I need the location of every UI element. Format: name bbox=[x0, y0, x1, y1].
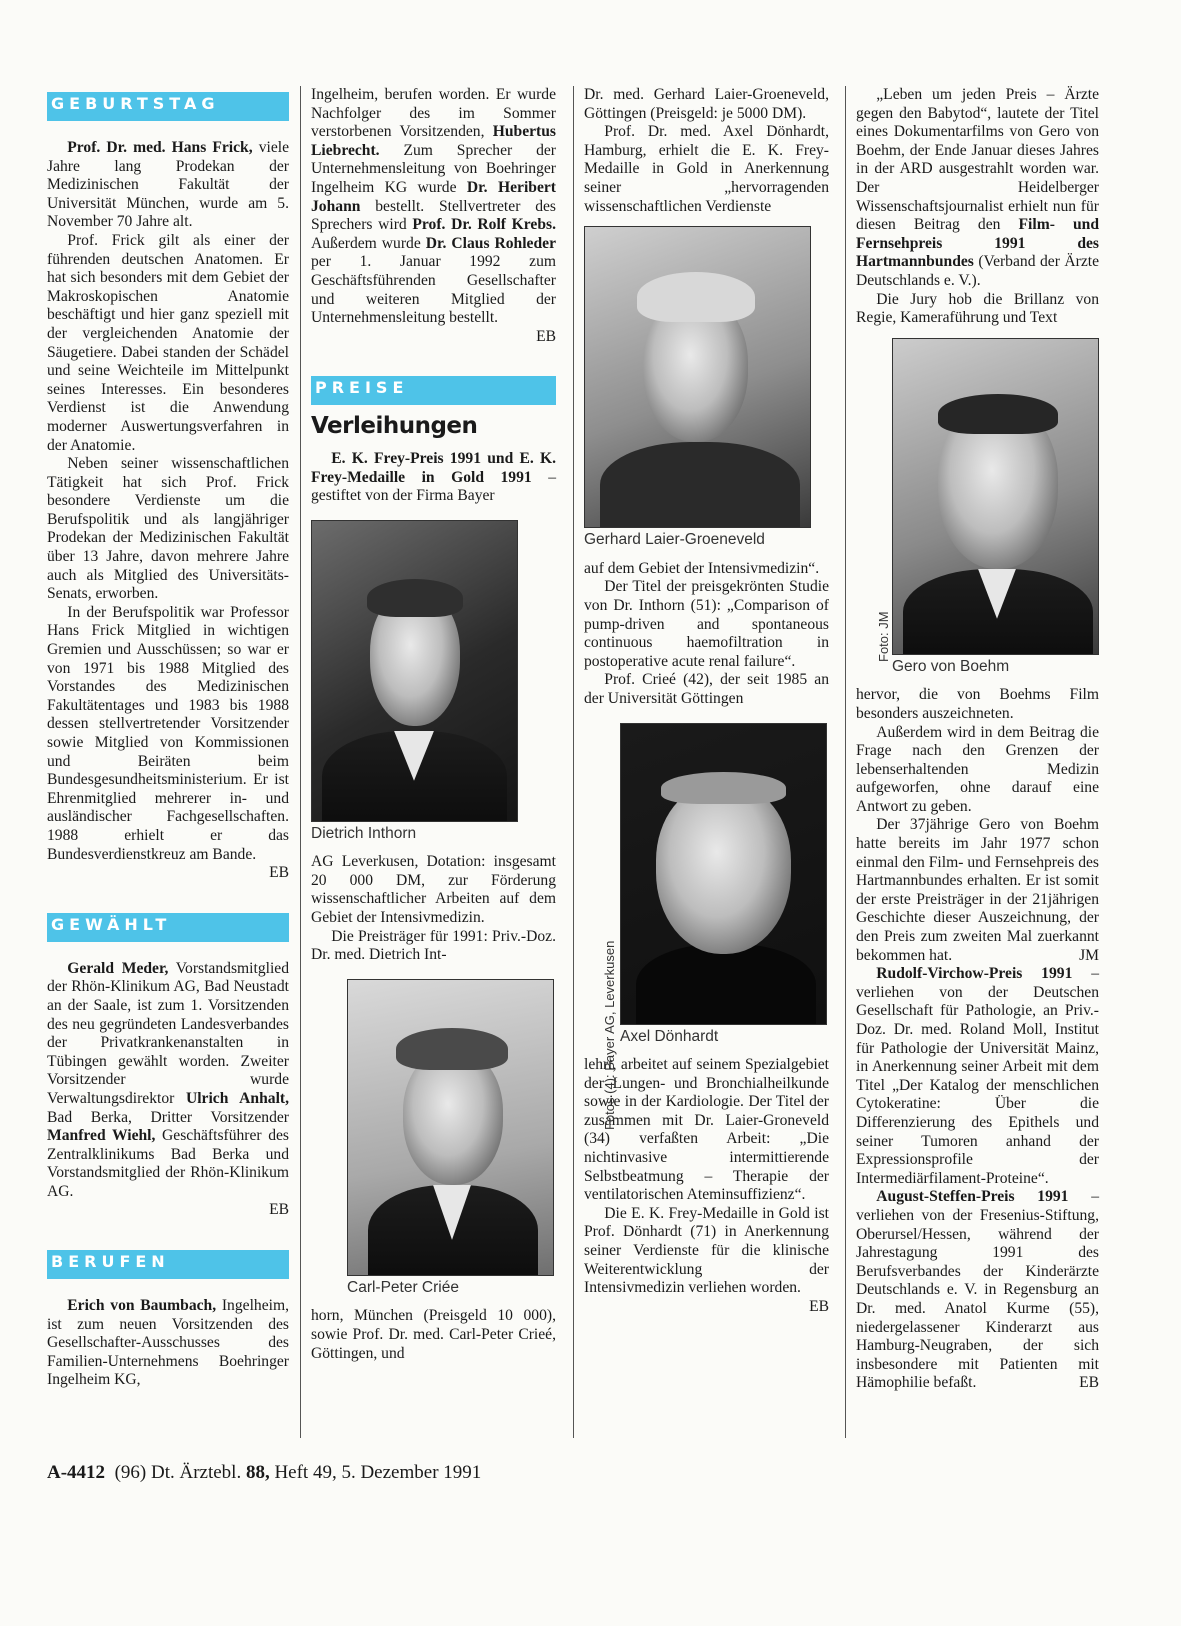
person-name: Dr. Claus Rohleder bbox=[425, 234, 556, 252]
laier-paragraph-2: Prof. Dr. med. Axel Dönhardt, Hamburg, erhielt die E. K. Frey-Medaille in Gold in Anerkennung seiner „hervorragenden wissenschaftlichen Verdienste bbox=[584, 123, 829, 215]
award-title: Film- und Fernsehpreis 1991 des Hartmannbundes bbox=[856, 216, 1099, 271]
column-2 bbox=[311, 86, 556, 1363]
portrait-photo-laier-groeneveld bbox=[584, 226, 811, 528]
author-signature: EB bbox=[269, 864, 289, 882]
person-name: Erich von Baumbach, bbox=[67, 1297, 217, 1315]
page-code: A-4412 bbox=[47, 1462, 106, 1483]
frey-paragraph-3: Die Preisträger für 1991: Priv.-Doz. Dr. med. Dietrich Int- bbox=[311, 927, 556, 964]
meder-paragraph: Gerald Meder, Vorstandsmitglied der Rhön-Klinikum AG, Bad Neustadt an der Saale, ist zum 1. Vorsitzenden des neu gegründeten Landesverbandes der Privatkrankenanstalten in Tübingen gewählt worden. Zweiter Vorsitzender wurde Verwaltungsdirektor Ulrich Anhalt, Bad Berka, Dritter Vorsitzender Manfred Wiehl, Geschäftsführer des Zentralklinikums Bad Berka und Vorstandsmitglied der Rhön-Klinikum AG. bbox=[47, 959, 289, 1200]
boehm-paragraph-1: „Leben um jeden Preis – Ärzte gegen den Babytod“, lautete der Titel eines Dokumentarfilms von Gero von Boehm, der Ende Januar dieses Jahres in der ARD ausgestrahlt worden war. Der Heidelberger Wissenschaftsjournalist erhielt nun für diesen Beitrag den Film- und Fernsehpreis 1991 des Hartmannbundes (Verband der Ärzte Deutschlands e. V.). bbox=[856, 86, 1099, 289]
section-banner-gewaehlt bbox=[47, 913, 289, 942]
section-headline: Verleihungen bbox=[311, 413, 478, 440]
photo-caption: Dietrich Inthorn bbox=[311, 824, 417, 842]
frick-paragraph-4: In der Berufspolitik war Professor Hans Frick Mitglied in wichtigen Gremien und Ausschüssen; so war er von 1971 bis 1988 Mitglied des Vorstandes des Medizinischen Fakultätentages und 1983 bis 1988 dessen stellvertretender Vorsitzender sowie Mitglied von Kommissionen und Beiräten beim Bundesgesundheitsministerium. Er ist Ehrenmitglied mehrerer in- und ausländischer Fachgesellschaften. 1988 erhielt er das Bundesverdienstkreuz am Bande. bbox=[47, 603, 289, 863]
column-1 bbox=[47, 86, 289, 1390]
issue-date: Heft 49, 5. Dezember 1991 bbox=[274, 1462, 482, 1483]
photo-caption: Axel Dönhardt bbox=[620, 1027, 719, 1045]
frick-paragraph-2: Prof. Frick gilt als einer der führenden deutschen Anatomen. Er hat sich besonders mit dem Gebiet der Makroskopischen Anatomie beschäftigt und hier ganz speziell mit der vergleichenden Anatomie der Säugetiere. Dabei standen der Schädel und seine Weichteile im Mittelpunkt seines Interesses. Ein besonderes Verdienst ist die Anwendung moderner Auswertungsverfahren in der Anatomie. bbox=[47, 231, 289, 454]
laier-paragraph-4: Der Titel der preisgekrönten Studie von Dr. Inthorn (51): „Comparison of pump-driven and spontaneous continuous haemofiltration in postoperative acute renal failure“. bbox=[584, 578, 829, 670]
boehm-paragraph-3: hervor, die von Boehms Film besonders auszeichneten. bbox=[856, 686, 1099, 722]
laier-paragraph-1: Dr. med. Gerhard Laier-Groeneveld, Göttingen (Preisgeld: je 5000 DM). bbox=[584, 86, 829, 122]
author-signature: EB bbox=[269, 1201, 289, 1219]
portrait-photo-criee bbox=[347, 979, 554, 1276]
award-title: E. K. Frey-Preis 1991 und E. K. Frey-Medaille in Gold 1991 bbox=[311, 449, 556, 486]
person-name: Prof. Dr. med. Hans Frick, bbox=[67, 139, 253, 156]
laier-paragraph-3: auf dem Gebiet der Intensivmedizin“. bbox=[584, 559, 820, 577]
person-name: Ulrich Anhalt, bbox=[185, 1089, 289, 1107]
column-rule-3 bbox=[845, 86, 846, 1438]
section-banner-berufen bbox=[47, 1250, 289, 1279]
person-name: Dr. Heribert Johann bbox=[311, 178, 556, 215]
portrait-photo-inthorn bbox=[311, 520, 518, 822]
person-name: Hubertus Liebrecht. bbox=[311, 123, 556, 159]
boehringer-paragraph: Ingelheim, berufen worden. Er wurde Nachfolger des im Sommer verstorbenen Vorsitzenden, Hubertus Liebrecht. Zum Sprecher der Unternehmensleitung von Boehringer Ingelheim KG wurde Dr. Heribert Johann bestellt. Stellvertreter des Sprechers wird Prof. Dr. Rolf Krebs. Außerdem wurde Dr. Claus Rohleder per 1. Januar 1992 zum Geschäftsführenden Gesellschafter und weiteren Mitglied der Unternehmensleitung bestellt. bbox=[311, 86, 556, 327]
journal-name: (96) Dt. Ärztebl. bbox=[114, 1462, 242, 1483]
boehm-paragraph-5: Der 37jährige Gero von Boehm hatte bereits im Jahr 1977 schon einmal den Film- und Fernsehpreis des Hartmannbundes erhalten. Er ist somit der erste Preisträger in der 21jährigen Geschichte dieser Auszeichnung, der den Preis zum zweiten Mal zuerkannt bekommen hat. JM bbox=[856, 816, 1099, 964]
baumbach-paragraph: Erich von Baumbach, Ingelheim, ist zum neuen Vorsitzenden des Gesellschafter-Ausschusses des Familien-Unternehmens Boehringer Ingelheim KG, bbox=[47, 1297, 289, 1389]
banner-label: PREISE bbox=[315, 378, 409, 398]
portrait-photo-boehm bbox=[892, 338, 1099, 655]
volume-number: 88, bbox=[245, 1462, 270, 1483]
person-name: Gerald Meder, bbox=[67, 959, 169, 977]
column-3 bbox=[584, 86, 829, 1316]
page-footer bbox=[47, 1462, 481, 1484]
author-signature: EB bbox=[1079, 1374, 1099, 1392]
banner-label: GEWÄHLT bbox=[51, 914, 172, 934]
person-name: Manfred Wiehl, bbox=[47, 1127, 156, 1145]
frey-intro-paragraph: E. K. Frey-Preis 1991 und E. K. Frey-Medaille in Gold 1991 – gestiftet von der Firma Bayer bbox=[311, 449, 556, 505]
frick-paragraph-3: Neben seiner wissenschaftlichen Tätigkeit hat sich Prof. Frick besondere Verdienste um die Berufspolitik und als langjähriger Prodekan der Medizinischen Fakultät über 13 Jahre, davon mehrere Jahre auch als Mitglied des Universitäts-Senats, erworben. bbox=[47, 455, 289, 603]
photo-caption: Gero von Boehm bbox=[892, 657, 1010, 675]
doenhardt-paragraph-2: Die E. K. Frey-Medaille in Gold ist Prof. Dönhardt (71) in Anerkennung seiner Verdienste für die klinische Weiterentwicklung der Intensivmedizin verliehen worden. bbox=[584, 1204, 829, 1297]
section-banner-preise bbox=[311, 376, 556, 405]
laier-paragraph-5: Prof. Crieé (42), der seit 1985 an der Universität Göttingen bbox=[584, 671, 829, 707]
portrait-photo-doenhardt bbox=[620, 723, 827, 1025]
photo-caption: Gerhard Laier-Groeneveld bbox=[584, 531, 765, 549]
photo-caption: Carl-Peter Criée bbox=[347, 1278, 459, 1296]
photo-credit-bayer: Fotos (4): Bayer AG, Leverkusen bbox=[602, 940, 617, 1130]
author-signature: JM bbox=[1079, 946, 1099, 964]
author-signature: EB bbox=[536, 327, 556, 345]
banner-label: BERUFEN bbox=[51, 1252, 170, 1272]
column-rule-1 bbox=[300, 86, 301, 1438]
boehm-paragraph-2: Die Jury hob die Brillanz von Regie, Kameraführung und Text bbox=[856, 290, 1099, 327]
frey-paragraph-2: AG Leverkusen, Dotation: insgesamt 20 000 DM, zur Förderung wissenschaftlicher Arbeiten auf dem Gebiet der Intensivmedizin. bbox=[311, 853, 556, 927]
steffen-paragraph: August-Steffen-Preis 1991 – verliehen von der Fresenius-Stiftung, Oberursel/Hessen, während der Jahrestagung 1991 des Berufsverbandes der Kinderärzte Deutschlands e. V. in Regensburg an Dr. med. Anatol Kurme (55), niedergelassener Kinderarzt aus Hamburg-Neugraben, der sich insbesondere mit Patienten mit Hämophilie befaßt. EB bbox=[856, 1188, 1099, 1392]
column-rule-2 bbox=[573, 86, 574, 1438]
photo-credit-jm: Foto: JM bbox=[876, 611, 891, 662]
author-signature: EB bbox=[809, 1297, 829, 1315]
doenhardt-paragraph-1: lehrt, arbeitet auf seinem Spezialgebiet der Lungen- und Bronchialheilkunde sowie in der Kardiologie. Der Titel der zusammen mit Dr. Laier-Groneveld (34) verfaßten Arbeit: „Die nichtinvasive intermittierende Selbstbeatmung – Therapie der ventilatorischen Ateminsuffizienz“. bbox=[584, 1056, 829, 1204]
section-banner-geburtstag bbox=[47, 92, 289, 121]
person-name: Prof. Dr. Rolf Krebs. bbox=[412, 216, 556, 234]
boehm-paragraph-4: Außerdem wird in dem Beitrag die Frage nach den Grenzen der lebenserhaltenden Medizin aufgeworfen, ohne darauf eine Antwort zu geben. bbox=[856, 723, 1099, 815]
banner-label: GEBURTSTAG bbox=[51, 94, 220, 113]
frick-paragraph-1: Prof. Dr. med. Hans Frick, viele Jahre lang Prodekan der Medizinischen Fakultät der Universität München, wurde am 5. November 70 Jahre alt. bbox=[47, 139, 290, 231]
frey-paragraph-4: horn, München (Preisgeld 10 000), sowie Prof. Dr. med. Carl-Peter Crieé, Göttingen, und bbox=[311, 1307, 556, 1362]
column-4 bbox=[856, 86, 1099, 1393]
virchow-paragraph: Rudolf-Virchow-Preis 1991 – verliehen von der Deutschen Gesellschaft für Pathologie, an Priv.-Doz. Dr. med. Roland Moll, Institut für Pathologie der Universität Mainz, in Anerkennung seiner Arbeit mit dem Titel „Der Katalog der menschlichen Cytokeratine: Über die Differenzierung des Epithels und seiner Tumoren anhand der Expressionsprofile der Intermediärfilament-Proteine“. bbox=[856, 965, 1099, 1187]
award-title: Rudolf-Virchow-Preis 1991 bbox=[876, 965, 1073, 983]
award-title: August-Steffen-Preis 1991 bbox=[876, 1188, 1069, 1206]
